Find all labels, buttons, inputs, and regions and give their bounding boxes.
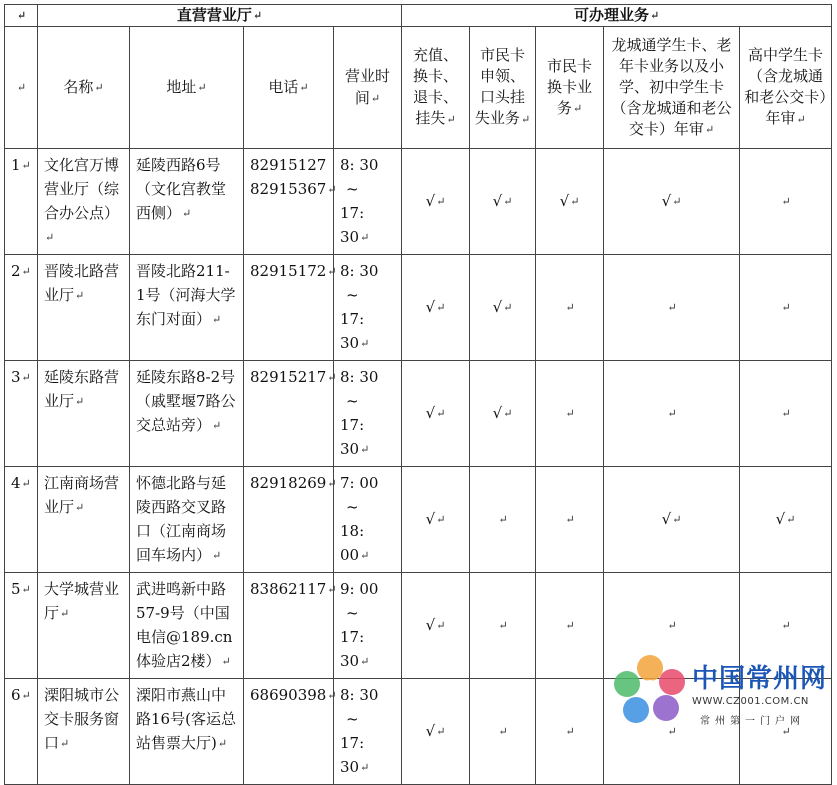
watermark-logo: [610, 652, 835, 732]
paragraph-mark-icon: ↵: [565, 513, 575, 526]
check-mark-icon: √: [492, 404, 503, 422]
service-highschool-cell: [740, 467, 832, 573]
hall-name: [38, 467, 130, 573]
check-mark-icon: √: [492, 298, 503, 316]
cell-text: 1: [11, 156, 21, 174]
cell-text: 延陵东路8-2号（戚墅堰7路公交总站旁）: [136, 368, 236, 434]
paragraph-mark-icon: ↵: [672, 195, 682, 208]
paragraph-mark-icon: ↵: [436, 619, 446, 632]
paragraph-mark-icon: ↵: [704, 123, 715, 137]
cell-text: 溧阳市燕山中路16号(客运总站售票大厅): [136, 686, 236, 752]
service-apply-cell: [470, 573, 536, 679]
cell-text: 8: 30: [340, 368, 379, 386]
paragraph-mark-icon: ↵: [212, 419, 222, 432]
service-topup-cell: [402, 573, 470, 679]
cell-text: 17: 30: [340, 310, 365, 352]
check-mark-icon: √: [425, 510, 436, 528]
paragraph-mark-icon: ↵: [16, 81, 27, 94]
cell-text: 营业时间: [345, 67, 391, 107]
paragraph-mark-icon: ↵: [781, 725, 791, 738]
paragraph-mark-icon: ↵: [572, 102, 583, 116]
paragraph-mark-icon: ↵: [565, 407, 575, 420]
paragraph-mark-icon: ↵: [21, 265, 31, 278]
row-index: [5, 467, 38, 573]
cell-text: 怀德北路与延陵西路交叉路口（江南商场回车场内）: [136, 474, 227, 564]
service-apply-cell: [470, 361, 536, 467]
watermark-slogan: 常州第一门户网: [700, 716, 805, 727]
paragraph-mark-icon: ↵: [75, 395, 85, 408]
service-apply-cell: [470, 149, 536, 255]
paragraph-mark-icon: ↵: [16, 9, 27, 22]
service-highschool-cell: [740, 149, 832, 255]
hall-phone: [244, 467, 337, 573]
paragraph-mark-icon: ↵: [327, 183, 337, 196]
paragraph-mark-icon: ↵: [21, 689, 31, 702]
cell-text: 6: [11, 686, 21, 704]
cell-text: 82915217: [250, 368, 327, 386]
cell-text: 晋陵北路211-1号（河海大学东门对面）: [136, 262, 236, 328]
service-topup-cell: [402, 255, 470, 361]
check-mark-icon: √: [425, 298, 436, 316]
cell-text: 83862117: [250, 580, 327, 598]
cell-text: 17: 30: [340, 204, 365, 246]
service-student-elder-cell: [604, 361, 740, 467]
cell-text: 5: [11, 580, 21, 598]
paragraph-mark-icon: ↵: [197, 81, 207, 94]
table-row: [5, 149, 832, 255]
paragraph-mark-icon: ↵: [503, 407, 513, 420]
paragraph-mark-icon: ↵: [570, 195, 580, 208]
cell-text: 江南商场营业厅: [44, 474, 120, 516]
hall-hours: [334, 361, 402, 467]
cell-text: 8: 30: [340, 686, 379, 704]
cell-text: 可办理业务: [573, 6, 649, 24]
col-header-service-replace: [536, 27, 604, 149]
paragraph-mark-icon: ↵: [327, 477, 337, 490]
paragraph-mark-icon: ↵: [360, 337, 370, 350]
paragraph-mark-icon: ↵: [565, 619, 575, 632]
paragraph-mark-icon: ↵: [498, 725, 508, 738]
service-apply-cell: [470, 467, 536, 573]
paragraph-mark-icon: ↵: [781, 619, 791, 632]
hall-hours: [334, 573, 402, 679]
check-mark-icon: √: [661, 510, 672, 528]
hall-hours: [334, 149, 402, 255]
service-student-elder-cell: [604, 467, 740, 573]
service-student-elder-cell: [604, 149, 740, 255]
check-mark-icon: √: [661, 192, 672, 210]
service-topup-cell: [402, 679, 470, 785]
paragraph-mark-icon: ↵: [212, 549, 222, 562]
paragraph-mark-icon: ↵: [217, 737, 228, 750]
paragraph-mark-icon: ↵: [649, 9, 660, 22]
service-highschool-cell: [740, 255, 832, 361]
col-header-service-apply: [470, 27, 536, 149]
paragraph-mark-icon: ↵: [436, 513, 446, 526]
cell-text: 3: [11, 368, 21, 386]
row-index: [5, 573, 38, 679]
header-column-row: [5, 27, 832, 149]
paragraph-mark-icon: ↵: [786, 513, 796, 526]
paragraph-mark-icon: ↵: [327, 689, 337, 702]
paragraph-mark-icon: ↵: [520, 112, 531, 126]
hall-phone: [244, 679, 337, 785]
table-row: [5, 361, 832, 467]
hall-hours: [334, 255, 402, 361]
paragraph-mark-icon: ↵: [21, 371, 31, 384]
paragraph-mark-icon: ↵: [94, 81, 104, 94]
cell-text: 2: [11, 262, 21, 280]
hall-address: [130, 467, 244, 573]
cell-text: 8: 30: [340, 156, 379, 174]
hall-name: [38, 255, 130, 361]
hall-phone: [244, 255, 337, 361]
group-header-direct-halls: [38, 5, 402, 27]
cell-text: 17: 30: [340, 628, 365, 670]
paragraph-mark-icon: ↵: [252, 9, 263, 22]
cell-text: 82918269: [250, 474, 327, 492]
header-group-row: [5, 5, 832, 27]
paragraph-mark-icon: ↵: [327, 371, 337, 384]
cell-text: 溧阳城市公交卡服务窗口: [44, 686, 120, 752]
paragraph-mark-icon: ↵: [436, 301, 446, 314]
check-mark-icon: √: [425, 616, 436, 634]
paragraph-mark-icon: ↵: [667, 407, 677, 420]
cell-text: 高中学生卡（含龙城通和老公交卡）年审: [744, 46, 827, 128]
hall-address: [130, 255, 244, 361]
service-replace-cell: [536, 679, 604, 785]
cell-text: 延陵西路6号（文化宫教堂西侧）: [136, 156, 227, 222]
paragraph-mark-icon: ↵: [436, 407, 446, 420]
row-index: [5, 255, 38, 361]
cell-text: 直营营业厅: [176, 6, 252, 24]
cell-text: 电话: [268, 78, 299, 96]
col-header-service-student-elder: [604, 27, 740, 149]
paragraph-mark-icon: ↵: [370, 92, 381, 105]
table-row: [5, 255, 832, 361]
paragraph-mark-icon: ↵: [221, 655, 231, 668]
service-highschool-cell: [740, 361, 832, 467]
cell-text: 7: 00: [340, 474, 379, 492]
cell-text: 8: 30: [340, 262, 379, 280]
cell-text: 市民卡换卡业务: [547, 56, 593, 117]
cell-text: ~: [346, 180, 359, 198]
cell-text: 市民卡申领、口头挂失业务: [474, 46, 526, 128]
cell-text: 龙城通学生卡、老年卡业务以及小学、初中学生卡（含龙城通和老公交卡）年审: [611, 35, 732, 138]
paragraph-mark-icon: ↵: [565, 301, 575, 314]
paragraph-mark-icon: ↵: [446, 112, 456, 126]
cell-text: 地址: [166, 78, 197, 96]
cell-text: 4: [11, 474, 21, 492]
cell-text: 充值、换卡、退卡、挂失: [413, 46, 459, 128]
paragraph-mark-icon: ↵: [75, 501, 85, 514]
corner-cell: [5, 5, 38, 27]
paragraph-mark-icon: ↵: [565, 725, 575, 738]
check-mark-icon: √: [425, 722, 436, 740]
hall-phone: [244, 149, 337, 255]
paragraph-mark-icon: ↵: [360, 443, 370, 456]
cell-text: ~: [346, 604, 359, 622]
paragraph-mark-icon: ↵: [672, 513, 682, 526]
hall-name: [38, 149, 130, 255]
col-header-service-highschool: [740, 27, 832, 149]
service-topup-cell: [402, 361, 470, 467]
table-row: [5, 467, 832, 573]
cell-text: 18: 00: [340, 522, 365, 564]
cell-text: ~: [346, 286, 359, 304]
check-mark-icon: √: [492, 192, 503, 210]
cell-text: 68690398: [250, 686, 327, 704]
hall-phone: [244, 361, 337, 467]
service-replace-cell: [536, 255, 604, 361]
cell-text: 延陵东路营业厅: [44, 368, 120, 410]
col-header-phone: [244, 27, 334, 149]
check-mark-icon: √: [775, 510, 786, 528]
paragraph-mark-icon: ↵: [21, 159, 31, 172]
paragraph-mark-icon: ↵: [299, 81, 309, 94]
cell-text: 82915127 82915367: [250, 156, 327, 198]
col-header-service-topup: [402, 27, 470, 149]
paragraph-mark-icon: ↵: [503, 301, 513, 314]
service-replace-cell: [536, 573, 604, 679]
col-header-address: [130, 27, 244, 149]
hall-address: [130, 149, 244, 255]
paragraph-mark-icon: ↵: [667, 725, 677, 738]
flower-logo-icon: [610, 652, 690, 732]
paragraph-mark-icon: ↵: [781, 407, 791, 420]
group-header-services: [402, 5, 832, 27]
paragraph-mark-icon: ↵: [21, 477, 31, 490]
check-mark-icon: √: [425, 192, 436, 210]
paragraph-mark-icon: ↵: [781, 195, 791, 208]
hall-hours: [334, 679, 402, 785]
cell-text: 大学城营业厅: [44, 580, 120, 622]
col-header-index: [5, 27, 38, 149]
cell-text: ~: [346, 498, 359, 516]
cell-text: 82915172: [250, 262, 327, 280]
cell-text: 名称: [63, 78, 94, 96]
hall-name: [38, 361, 130, 467]
cell-text: 9: 00: [340, 580, 379, 598]
cell-text: 晋陵北路营业厅: [44, 262, 120, 304]
service-apply-cell: [470, 255, 536, 361]
service-topup-cell: [402, 467, 470, 573]
col-header-name: [38, 27, 130, 149]
paragraph-mark-icon: ↵: [75, 289, 85, 302]
paragraph-mark-icon: ↵: [503, 195, 513, 208]
paragraph-mark-icon: ↵: [60, 607, 70, 620]
row-index: [5, 679, 38, 785]
check-mark-icon: √: [425, 404, 436, 422]
service-apply-cell: [470, 679, 536, 785]
paragraph-mark-icon: ↵: [360, 655, 370, 668]
cell-text: ~: [346, 710, 359, 728]
paragraph-mark-icon: ↵: [212, 313, 222, 326]
hall-address: [130, 361, 244, 467]
service-topup-cell: [402, 149, 470, 255]
paragraph-mark-icon: ↵: [667, 301, 677, 314]
paragraph-mark-icon: ↵: [796, 112, 806, 126]
hall-name: [38, 679, 130, 785]
service-replace-cell: [536, 467, 604, 573]
service-replace-cell: [536, 361, 604, 467]
paragraph-mark-icon: ↵: [45, 231, 55, 244]
service-student-elder-cell: [604, 255, 740, 361]
row-index: [5, 149, 38, 255]
paragraph-mark-icon: ↵: [781, 301, 791, 314]
service-replace-cell: [536, 149, 604, 255]
hall-name: [38, 573, 130, 679]
paragraph-mark-icon: ↵: [21, 583, 31, 596]
paragraph-mark-icon: ↵: [360, 231, 370, 244]
paragraph-mark-icon: ↵: [498, 619, 508, 632]
row-index: [5, 361, 38, 467]
paragraph-mark-icon: ↵: [667, 619, 677, 632]
paragraph-mark-icon: ↵: [436, 195, 446, 208]
hall-hours: [334, 467, 402, 573]
cell-text: 武进鸣新中路57-9号（中国电信@189.cn体验店2楼）: [136, 580, 233, 670]
paragraph-mark-icon: ↵: [360, 549, 370, 562]
paragraph-mark-icon: ↵: [327, 265, 337, 278]
hall-address: [130, 573, 244, 679]
cell-text: ~: [346, 392, 359, 410]
cell-text: 17: 30: [340, 416, 365, 458]
paragraph-mark-icon: ↵: [360, 761, 370, 774]
paragraph-mark-icon: ↵: [182, 207, 192, 220]
paragraph-mark-icon: ↵: [436, 725, 446, 738]
paragraph-mark-icon: ↵: [498, 513, 508, 526]
cell-text: 文化宫万博营业厅（综合办公点）: [44, 156, 120, 222]
cell-text: 17: 30: [340, 734, 365, 776]
hall-address: [130, 679, 244, 785]
check-mark-icon: √: [559, 192, 570, 210]
watermark-url: WWW.CZ001.COM.CN: [692, 696, 809, 707]
hall-phone: [244, 573, 337, 679]
paragraph-mark-icon: ↵: [60, 737, 70, 750]
col-header-hours: [334, 27, 402, 149]
watermark-title: 中国常州网: [692, 664, 828, 694]
paragraph-mark-icon: ↵: [327, 583, 337, 596]
